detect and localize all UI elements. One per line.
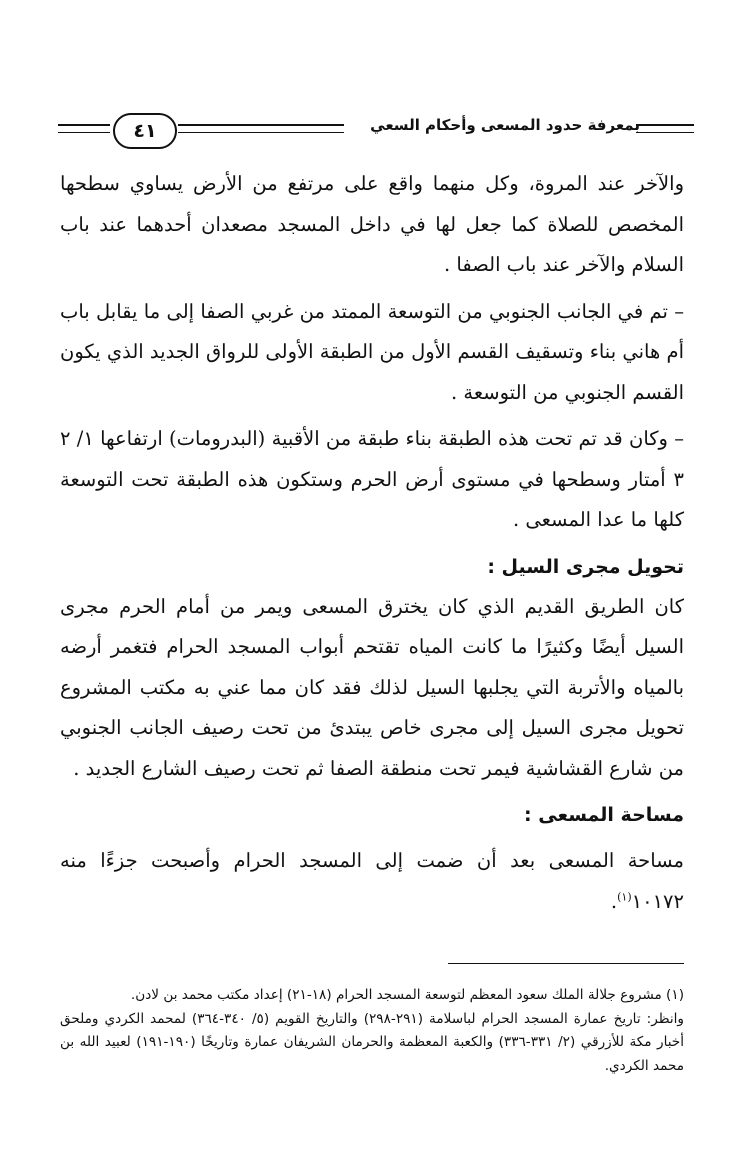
paragraph: والآخر عند المروة، وكل منهما واقع على مرتفع من الأرض يساوي سطحها المخصص للصلاة كما جعل لها في داخل المسجد مصعدان أحدهما عند باب السلام والآخر عند باب الصفا . bbox=[60, 172, 684, 276]
paragraph: كان الطريق القديم الذي كان يخترق المسعى ويمر من أمام الحرم مجرى السيل أيضًا وكثيرًا ما كانت المياه تقتحم أبواب المسجد الحرام فتغمر أرضه بالمياه والأتربة التي يجلبها السيل لذلك فقد كان مما عني به مكتب المشروع تحويل مجرى السيل إلى مجرى خاص يبتدئ من تحت رصيف الجانب الجنوبي من شارع القشاشية فيمر تحت منطقة الصفا ثم تحت رصيف الشارع الجديد . bbox=[60, 594, 684, 780]
header-rule-middle-top bbox=[178, 124, 344, 126]
section-heading: مساحة المسعى : bbox=[524, 804, 684, 826]
footnote-reference: (١) bbox=[617, 890, 632, 903]
page-number: ٤١ bbox=[113, 113, 177, 149]
section-heading: تحويل مجرى السيل : bbox=[487, 555, 684, 578]
paragraph bbox=[60, 841, 684, 922]
header-title: بمعرفة حدود المسعى وأحكام السعي bbox=[370, 116, 640, 134]
header-rule-left-bottom bbox=[58, 132, 110, 133]
paragraph-end: . bbox=[610, 889, 618, 913]
running-header bbox=[58, 110, 698, 150]
footnote-separator bbox=[448, 963, 684, 964]
footnote: وانظر: تاريخ عمارة المسجد الحرام لباسلامة (٢٩١-٢٩٨) والتاريخ القويم (٥/ ٣٤٠-٣٦٤) لمحمد الكردي وملحق أخبار مكة للأزرقي (٢/ ٣٣١-٣٣٦) والكعبة المعظمة والحرمان الشريفان عمارة وتاريخًا (١٩٠-١٩١) لعبيد الله بن محمد الكردي. bbox=[60, 1010, 684, 1074]
header-rule-right-bottom bbox=[636, 132, 694, 133]
paragraph: – تم في الجانب الجنوبي من التوسعة الممتد من غربي الصفا إلى ما يقابل باب أم هاني بناء وتسقيف القسم الأول من الطبقة الأولى للرواق الجديد الذي يكون القسم الجنوبي من التوسعة . bbox=[60, 299, 684, 404]
header-rule-left-top bbox=[58, 124, 110, 126]
paragraph-text: مساحة المسعى بعد أن ضمت إلى المسجد الحرام وأصبحت جزءًا منه ١٠١٧٢ bbox=[60, 849, 684, 913]
paragraph: – وكان قد تم تحت هذه الطبقة بناء طبقة من الأقبية (البدرومات) ارتفاعها ١/ ٢ ٣ أمتار وسطحها في مستوى أرض الحرم وستكون هذه الطبقة تحت التوسعة كلها ما عدا المسعى . bbox=[60, 427, 684, 531]
header-rule-middle-bottom bbox=[178, 132, 344, 133]
header-rule-right-top bbox=[636, 124, 694, 126]
main-text bbox=[60, 164, 684, 922]
footnote: (١) مشروع جلالة الملك سعود المعظم لتوسعة المسجد الحرام (١٨-٢١) إعداد مكتب محمد بن لادن. bbox=[130, 987, 684, 1003]
footnotes bbox=[60, 984, 684, 1078]
